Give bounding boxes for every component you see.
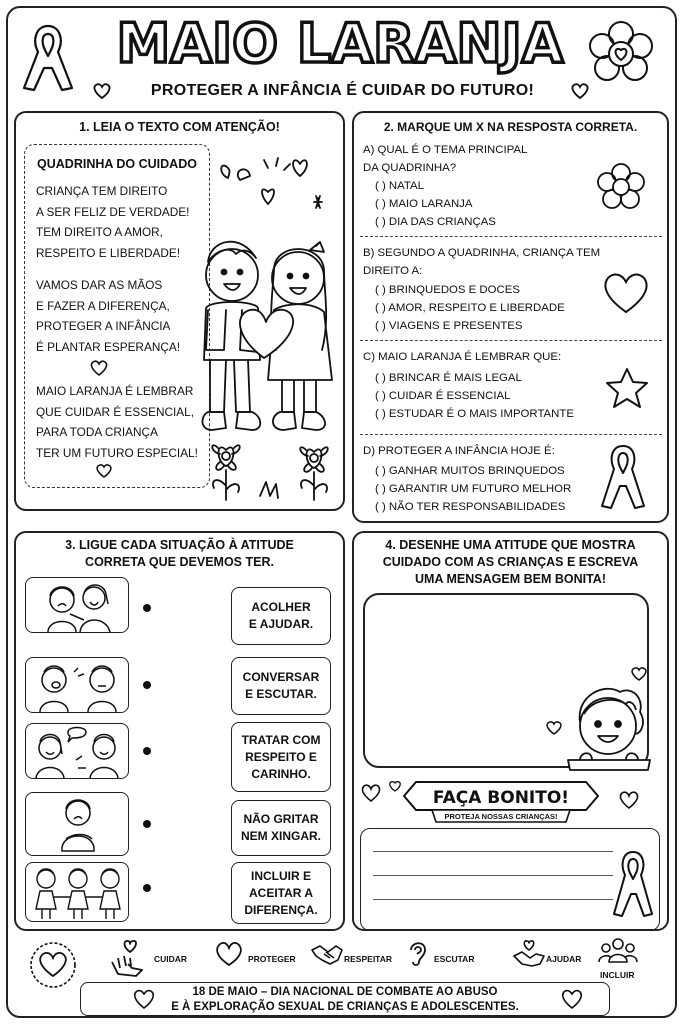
attitude-line: RESPEITO E	[245, 749, 317, 764]
heart-icon	[89, 359, 109, 377]
flower-icon	[585, 18, 657, 90]
poem-line: TER UM FUTURO ESPECIAL!	[36, 445, 198, 460]
connect-dot[interactable]	[143, 820, 151, 828]
attitude-line: NEM XINGAR.	[240, 829, 321, 843]
children-talking-illustration	[26, 724, 130, 780]
page-subtitle: PROTEGER A INFÂNCIA É CUIDAR DO FUTURO!	[150, 82, 535, 99]
poem-title: QUADRINHA DO CUIDADO	[37, 157, 197, 171]
question-text: DIREITO A:	[363, 265, 423, 277]
icon-label: CUIDAR	[154, 954, 188, 964]
answer-option[interactable]: ( ) GANHAR MUITOS BRINQUEDOS	[375, 465, 565, 477]
answer-option[interactable]: ( ) MAIO LARANJA	[375, 198, 473, 210]
poem-line: PARA TODA CRIANÇA	[36, 425, 158, 439]
attitude-option[interactable]	[231, 862, 331, 924]
section-4-title-line: UMA MENSAGEM BEM BONITA!	[415, 572, 606, 586]
attitude-option[interactable]	[231, 657, 331, 715]
banner-subtitle: PROTEJA NOSSAS CRIANÇAS!	[444, 812, 558, 821]
footer-line: 18 DE MAIO – DIA NACIONAL DE COMBATE AO ABUSO	[192, 986, 498, 998]
child-sitting-sad-illustration	[26, 793, 130, 857]
section-4-title-line: CUIDADO COM AS CRIANÇAS E ESCREVA	[382, 555, 639, 569]
question-text: A) QUAL É O TEMA PRINCIPAL	[363, 144, 528, 156]
answer-option[interactable]: ( ) AMOR, RESPEITO E LIBERDADE	[375, 302, 565, 314]
icon-label: AJUDAR	[546, 954, 582, 964]
footer-line: E À EXPLORAÇÃO SEXUAL DE CRIANÇAS E ADOLESCENTES.	[171, 1001, 519, 1013]
attitude-line: CARINHO.	[251, 766, 311, 781]
divider	[360, 340, 662, 341]
heart-badge-icon	[28, 940, 78, 990]
poem-box	[24, 144, 210, 488]
answer-option[interactable]: ( ) ESTUDAR É O MAIS IMPORTANTE	[375, 408, 574, 420]
footer-banner	[80, 982, 610, 1016]
section-4-title	[352, 537, 669, 588]
flower-icon	[596, 162, 646, 212]
poem-line: PROTEGER A INFÂNCIA	[36, 319, 171, 333]
answer-option[interactable]: ( ) VIAGENS E PRESENTES	[375, 320, 523, 332]
attitude-option[interactable]	[231, 800, 331, 856]
heart-icon	[92, 82, 112, 100]
connect-dot[interactable]	[143, 681, 151, 689]
situation-image-group-children	[25, 862, 129, 922]
heart-icon	[618, 790, 640, 810]
poem-line: CRIANÇA TEM DIREITO	[36, 184, 168, 198]
attitude-option[interactable]	[231, 722, 331, 792]
attitude-line: CONVERSAR	[242, 670, 320, 684]
children-arguing-illustration	[26, 658, 130, 714]
section-1-title: 1. LEIA O TEXTO COM ATENÇÃO!	[79, 120, 280, 134]
section-3-title-line: CORRETA QUE DEVEMOS TER.	[85, 555, 274, 569]
heart-icon	[214, 940, 244, 968]
hand-heart-icon	[108, 938, 152, 978]
section-2-title: 2. MARQUE UM X NA RESPOSTA CORRETA.	[383, 120, 638, 134]
attitude-line: ACOLHER	[251, 600, 311, 614]
answer-option[interactable]: ( ) BRINQUEDOS E DOCES	[375, 284, 520, 296]
heart-icon	[630, 666, 648, 682]
situation-image-sad-child	[25, 577, 129, 633]
section-3-title	[14, 537, 345, 571]
poem-line: A SER FELIZ DE VERDADE!	[36, 204, 190, 219]
situation-image-lonely-child	[25, 792, 129, 856]
heart-icon	[132, 988, 156, 1010]
poem-line: É PLANTAR ESPERANÇA!	[36, 339, 181, 354]
divider	[360, 434, 662, 435]
connect-dot[interactable]	[143, 604, 151, 612]
heart-icon	[600, 270, 652, 316]
icon-label: PROTEGER	[248, 954, 296, 964]
answer-option[interactable]: ( ) NÃO TER RESPONSABILIDADES	[375, 501, 566, 513]
children-holding-heart-illustration	[190, 150, 340, 505]
question-b	[363, 244, 600, 335]
situation-image-disrespect	[25, 723, 129, 779]
attitude-line: ACEITAR A	[249, 885, 313, 900]
attitude-line: INCLUIR E	[251, 868, 311, 883]
heart-icon	[570, 82, 590, 100]
divider	[360, 236, 662, 237]
poem-line: E FAZER A DIFERENÇA,	[36, 298, 170, 313]
poem-stanza-3	[36, 381, 198, 463]
heart-icon	[560, 988, 584, 1010]
answer-option[interactable]: ( ) GARANTIR UM FUTURO MELHOR	[375, 483, 572, 495]
banner-title: FAÇA BONITO!	[432, 788, 570, 808]
helping-hands-icon	[512, 938, 546, 968]
attitude-line: E AJUDAR.	[248, 617, 314, 631]
writing-line	[373, 899, 613, 900]
connect-dot[interactable]	[143, 747, 151, 755]
heart-icon	[545, 720, 563, 736]
boy-waving-illustration	[566, 682, 652, 778]
answer-option[interactable]: ( ) BRINCAR É MAIS LEGAL	[375, 372, 522, 384]
star-icon	[604, 366, 650, 410]
faca-bonito-banner	[398, 774, 604, 824]
answer-option[interactable]: ( ) DIA DAS CRIANÇAS	[375, 216, 496, 228]
ear-icon	[405, 938, 429, 968]
writing-line	[373, 851, 613, 852]
handshake-icon	[310, 940, 344, 968]
group-icon	[598, 936, 638, 966]
attitude-option[interactable]	[231, 587, 331, 645]
answer-option[interactable]: ( ) NATAL	[375, 180, 424, 192]
question-a	[363, 141, 527, 231]
icon-label: ESCUTAR	[434, 954, 475, 964]
poem-stanza-1	[36, 181, 189, 263]
poem-stanza-2	[36, 275, 180, 357]
ribbon-icon	[18, 18, 78, 98]
writing-line	[373, 875, 613, 876]
ribbon-icon	[610, 848, 656, 924]
section-3-title-line: 3. LIGUE CADA SITUAÇÃO À ATITUDE	[65, 538, 294, 552]
question-text: C) MAIO LARANJA É LEMBRAR QUE:	[363, 351, 562, 363]
poem-line: QUE CUIDAR É ESSENCIAL,	[36, 404, 194, 419]
poem-line: VAMOS DAR AS MÃOS	[36, 278, 163, 292]
icon-label: INCLUIR	[600, 970, 635, 980]
heart-icon	[360, 783, 382, 803]
question-text: DA QUADRINHA?	[363, 162, 457, 174]
page-title-text: MAIO LARANJA	[116, 12, 564, 75]
ribbon-icon	[598, 442, 648, 514]
heart-icon	[95, 463, 113, 479]
attitude-line: DIFERENÇA.	[244, 902, 318, 917]
question-text: B) SEGUNDO A QUADRINHA, CRIANÇA TEM	[363, 247, 601, 259]
icon-label: RESPEITAR	[344, 954, 393, 964]
page-title	[110, 10, 570, 75]
question-text: D) PROTEGER A INFÂNCIA HOJE É:	[363, 445, 555, 457]
section-4-title-line: 4. DESENHE UMA ATITUDE QUE MOSTRA	[385, 538, 636, 552]
situation-image-arguing	[25, 657, 129, 713]
attitude-line: TRATAR COM	[241, 732, 321, 747]
connect-dot[interactable]	[143, 884, 151, 892]
attitude-line: NÃO GRITAR	[243, 812, 319, 826]
question-c	[363, 348, 574, 423]
poem-line: RESPEITO E LIBERDADE!	[36, 245, 181, 260]
attitude-line: E ESCUTAR.	[245, 687, 317, 701]
poem-line: TEM DIREITO A AMOR,	[36, 225, 163, 239]
poem-line: MAIO LARANJA É LEMBRAR	[36, 384, 194, 398]
question-d	[363, 442, 571, 516]
answer-option[interactable]: ( ) CUIDAR É ESSENCIAL	[375, 390, 511, 402]
children-comforting-illustration	[26, 578, 130, 634]
children-holding-hands-illustration	[26, 863, 130, 923]
